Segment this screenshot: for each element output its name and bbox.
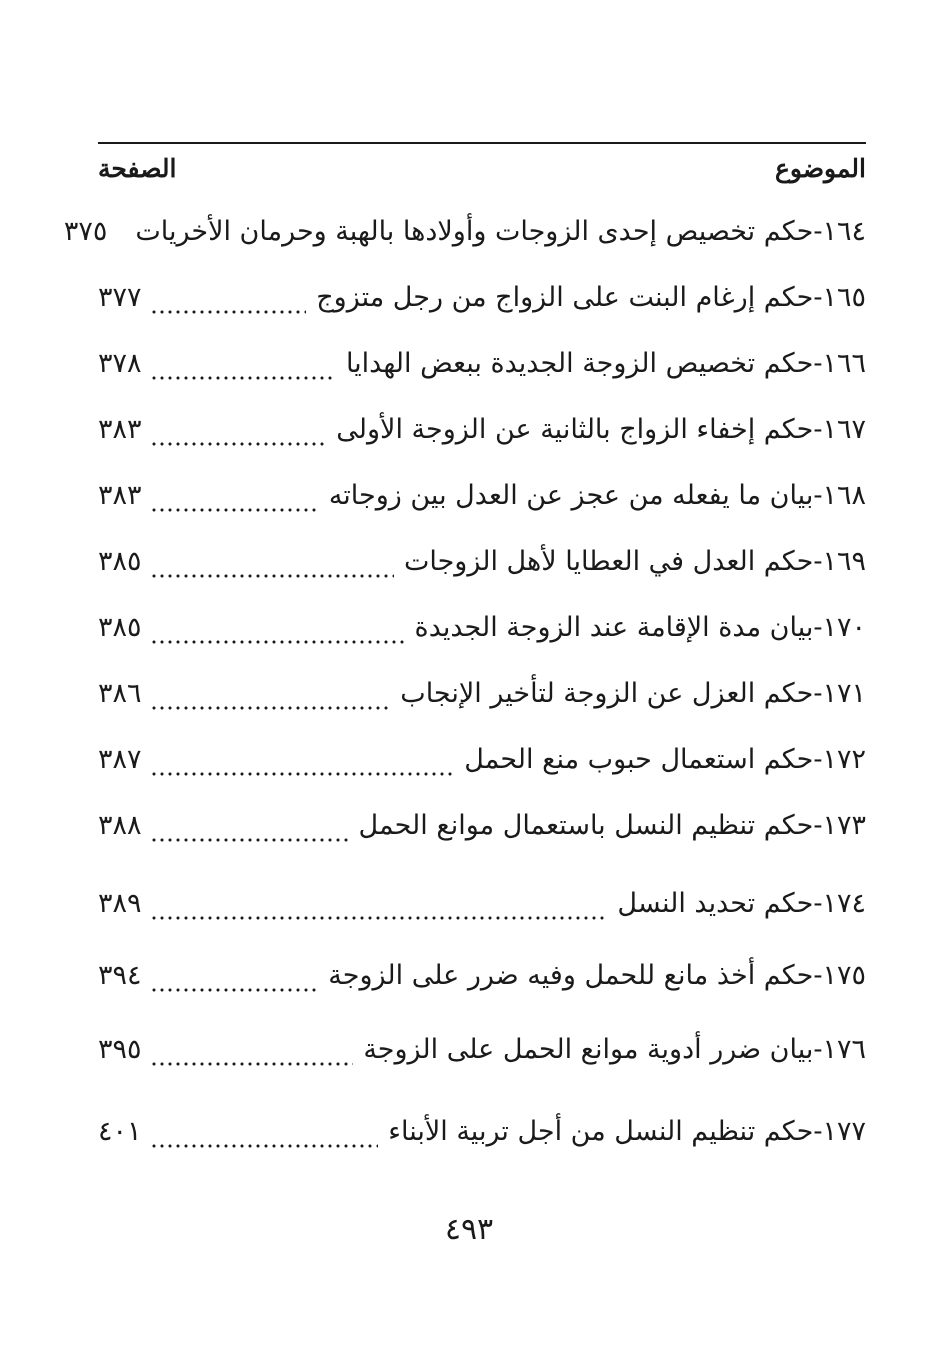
entry-title: بيان مدة الإقامة عند الزوجة الجديدة: [414, 612, 814, 643]
entry-number: ١٧٧: [822, 1116, 866, 1147]
toc-entry: [98, 800, 866, 852]
entry-title: حكم تخصيص الزوجة الجديدة ببعض الهدايا: [345, 348, 814, 379]
entry-dash: -: [813, 678, 823, 709]
toc-entry: [98, 470, 866, 522]
entry-leader: [150, 602, 405, 654]
entry-page: ٣٨٥: [98, 612, 142, 643]
toc-entry: [98, 602, 866, 654]
entry-number: ١٧٢: [822, 744, 866, 775]
entry-title: حكم إرغام البنت على الزواج من رجل متزوج: [316, 282, 814, 313]
entry-leader: [150, 734, 455, 786]
entry-number: ١٦٩: [822, 546, 866, 577]
entry-number: ١٧٣: [822, 810, 866, 841]
toc-entry: [98, 668, 866, 720]
entry-page: ٣٨٣: [98, 480, 142, 511]
entry-page: ٣٨٩: [98, 888, 142, 919]
entry-leader: [115, 206, 125, 258]
toc-entry: [98, 878, 866, 930]
toc-entry: [98, 536, 866, 588]
toc-entry: [98, 1024, 866, 1076]
entry-page: ٣٧٧: [98, 282, 142, 313]
entry-dash: -: [813, 888, 823, 919]
entry-number: ١٧٠: [822, 612, 866, 643]
entry-number: ١٧٥: [822, 960, 866, 991]
entry-title: بيان ما يفعله من عجز عن العدل بين زوجاته: [328, 480, 814, 511]
entry-title: حكم إخفاء الزواج بالثانية عن الزوجة الأولى: [336, 414, 814, 445]
entry-number: ١٦٧: [822, 414, 866, 445]
entry-title: حكم العزل عن الزوجة لتأخير الإنجاب: [400, 678, 814, 709]
entry-dash: -: [813, 414, 823, 445]
entry-leader: [150, 536, 394, 588]
toc-entry: [98, 338, 866, 390]
entry-leader: [150, 800, 349, 852]
header-rule: [98, 142, 866, 144]
entry-dash: -: [813, 744, 823, 775]
entry-title: حكم تخصيص إحدى الزوجات وأولادها بالهبة وحرمان الأخريات: [135, 216, 814, 247]
toc-header: [98, 148, 866, 188]
entry-title: حكم استعمال حبوب منع الحمل: [464, 744, 814, 775]
entry-dash: -: [813, 348, 823, 379]
entry-title: حكم أخذ مانع للحمل وفيه ضرر على الزوجة: [328, 960, 814, 991]
entry-leader: [150, 272, 307, 324]
entry-leader: [150, 878, 608, 930]
entry-leader: [150, 1106, 379, 1158]
entry-leader: [150, 404, 327, 456]
entry-dash: -: [813, 810, 823, 841]
entry-leader: [150, 338, 336, 390]
entry-title: حكم تنظيم النسل من أجل تربية الأبناء: [388, 1116, 814, 1147]
entry-page: ٣٨٥: [98, 546, 142, 577]
entry-page: ٣٩٥: [98, 1034, 142, 1065]
entry-page: ٣٨٨: [98, 810, 142, 841]
entry-dash: -: [813, 216, 823, 247]
entry-leader: [150, 1024, 354, 1076]
entry-dash: -: [813, 546, 823, 577]
entry-page: ٣٩٤: [98, 960, 142, 991]
entry-dash: -: [813, 960, 823, 991]
entry-number: ١٧١: [822, 678, 866, 709]
toc-entry: [98, 404, 866, 456]
page-column-label: الصفحة: [98, 153, 177, 183]
entry-number: ١٦٨: [822, 480, 866, 511]
toc-entry: [98, 950, 866, 1002]
entry-page: ٣٧٥: [63, 216, 108, 247]
entry-leader: [150, 668, 391, 720]
entry-page: ٣٨٦: [98, 678, 142, 709]
entry-dash: -: [813, 1116, 823, 1147]
entry-number: ١٦٤: [822, 216, 866, 247]
entry-page: ٤٠١: [98, 1116, 142, 1147]
entry-title: حكم تنظيم النسل باستعمال موانع الحمل: [358, 810, 814, 841]
entry-leader: [150, 470, 319, 522]
entry-title: حكم العدل في العطايا لأهل الزوجات: [403, 546, 814, 577]
toc-entry: [98, 734, 866, 786]
toc-entry: [63, 206, 866, 258]
entry-dash: -: [813, 282, 823, 313]
page-number: ٤٩٣: [444, 1212, 494, 1247]
toc-entry: [98, 1106, 866, 1158]
entry-page: ٣٧٨: [98, 348, 142, 379]
entry-page: ٣٨٣: [98, 414, 142, 445]
toc-entry: [98, 272, 866, 324]
entry-number: ١٦٦: [822, 348, 866, 379]
entry-title: حكم تحديد النسل: [617, 888, 814, 919]
entry-dash: -: [813, 612, 823, 643]
entry-title: بيان ضرر أدوية موانع الحمل على الزوجة: [363, 1034, 814, 1065]
entry-dash: -: [813, 480, 823, 511]
entry-page: ٣٨٧: [98, 744, 142, 775]
entry-number: ١٦٥: [822, 282, 866, 313]
entry-dash: -: [813, 1034, 823, 1065]
entry-leader: [150, 950, 319, 1002]
entry-number: ١٧٤: [822, 888, 866, 919]
topic-column-label: الموضوع: [775, 153, 866, 183]
entry-number: ١٧٦: [822, 1034, 866, 1065]
